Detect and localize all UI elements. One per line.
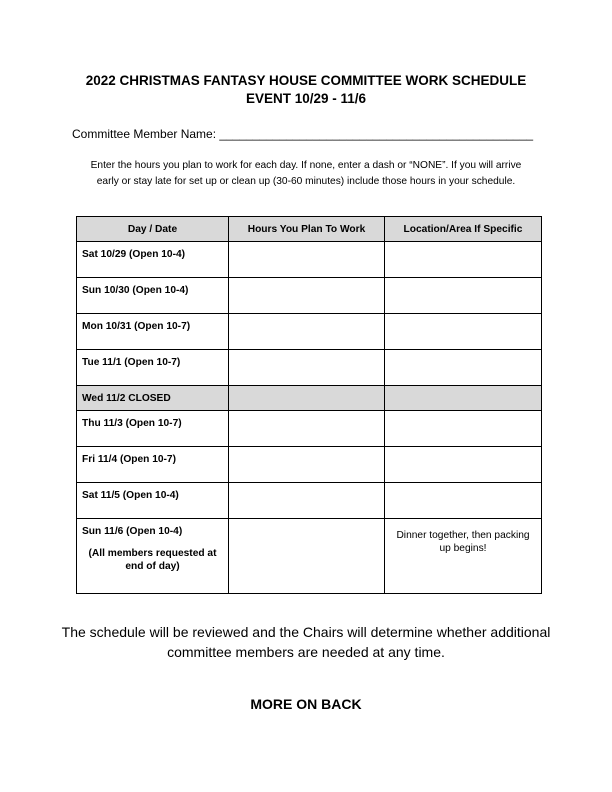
- member-name-label: Committee Member Name:: [72, 127, 217, 141]
- hours-cell[interactable]: [229, 350, 385, 386]
- day-cell: Fri 11/4 (Open 10-7): [77, 447, 229, 483]
- more-on-back: MORE ON BACK: [250, 696, 362, 712]
- location-cell[interactable]: [385, 483, 542, 519]
- hours-cell[interactable]: [229, 242, 385, 278]
- day-cell: Wed 11/2 CLOSED: [77, 386, 229, 411]
- member-name-field[interactable]: _______________________________________________: [219, 127, 534, 141]
- day-cell: Tue 11/1 (Open 10-7): [77, 350, 229, 386]
- location-cell[interactable]: [385, 242, 542, 278]
- location-cell[interactable]: [385, 350, 542, 386]
- member-name-row: [72, 127, 533, 141]
- table-row: [77, 519, 542, 594]
- day-cell: Sun 10/30 (Open 10-4): [77, 278, 229, 314]
- instructions-line-2: early or stay late for set up or clean up (30-60 minutes) include those hours in your schedule.: [96, 176, 516, 187]
- hours-cell[interactable]: [229, 278, 385, 314]
- table-header-row: [77, 217, 542, 242]
- document-title: 2022 CHRISTMAS FANTASY HOUSE COMMITTEE WORK SCHEDULE: [85, 73, 527, 88]
- location-cell[interactable]: [385, 314, 542, 350]
- table-row: [77, 242, 542, 278]
- table-row: [77, 411, 542, 447]
- day-label: Sun 11/6 (Open 10-4): [82, 526, 183, 537]
- table-row: [77, 314, 542, 350]
- day-cell: [77, 519, 229, 594]
- hours-cell-closed: [229, 386, 385, 411]
- location-cell[interactable]: [385, 411, 542, 447]
- table-row: [77, 278, 542, 314]
- schedule-table: [76, 216, 542, 594]
- hours-cell[interactable]: [229, 314, 385, 350]
- day-cell: Sat 10/29 (Open 10-4): [77, 242, 229, 278]
- location-cell[interactable]: Dinner together, then packing up begins!: [385, 519, 542, 594]
- hours-cell[interactable]: [229, 447, 385, 483]
- day-cell: Thu 11/3 (Open 10-7): [77, 411, 229, 447]
- day-note: (All members requested at end of day): [88, 548, 217, 572]
- day-cell: Mon 10/31 (Open 10-7): [77, 314, 229, 350]
- header-hours: Hours You Plan To Work: [229, 217, 385, 242]
- table-row: [77, 447, 542, 483]
- header-day-date: Day / Date: [77, 217, 229, 242]
- location-cell-closed: [385, 386, 542, 411]
- instructions-line-1: Enter the hours you plan to work for each day. If none, enter a dash or “NONE”. If you will arrive: [90, 160, 522, 171]
- event-dates-title: EVENT 10/29 - 11/6: [245, 91, 367, 106]
- location-cell[interactable]: [385, 447, 542, 483]
- header-location: Location/Area If Specific: [385, 217, 542, 242]
- hours-cell[interactable]: [229, 411, 385, 447]
- day-cell: Sat 11/5 (Open 10-4): [77, 483, 229, 519]
- table-row-closed: [77, 386, 542, 411]
- table-row: [77, 483, 542, 519]
- location-cell[interactable]: [385, 278, 542, 314]
- review-note: The schedule will be reviewed and the Chairs will determine whether additional committee members are needed at any time.: [61, 624, 551, 660]
- hours-cell[interactable]: [229, 519, 385, 594]
- table-row: [77, 350, 542, 386]
- hours-cell[interactable]: [229, 483, 385, 519]
- instructions: [60, 158, 552, 190]
